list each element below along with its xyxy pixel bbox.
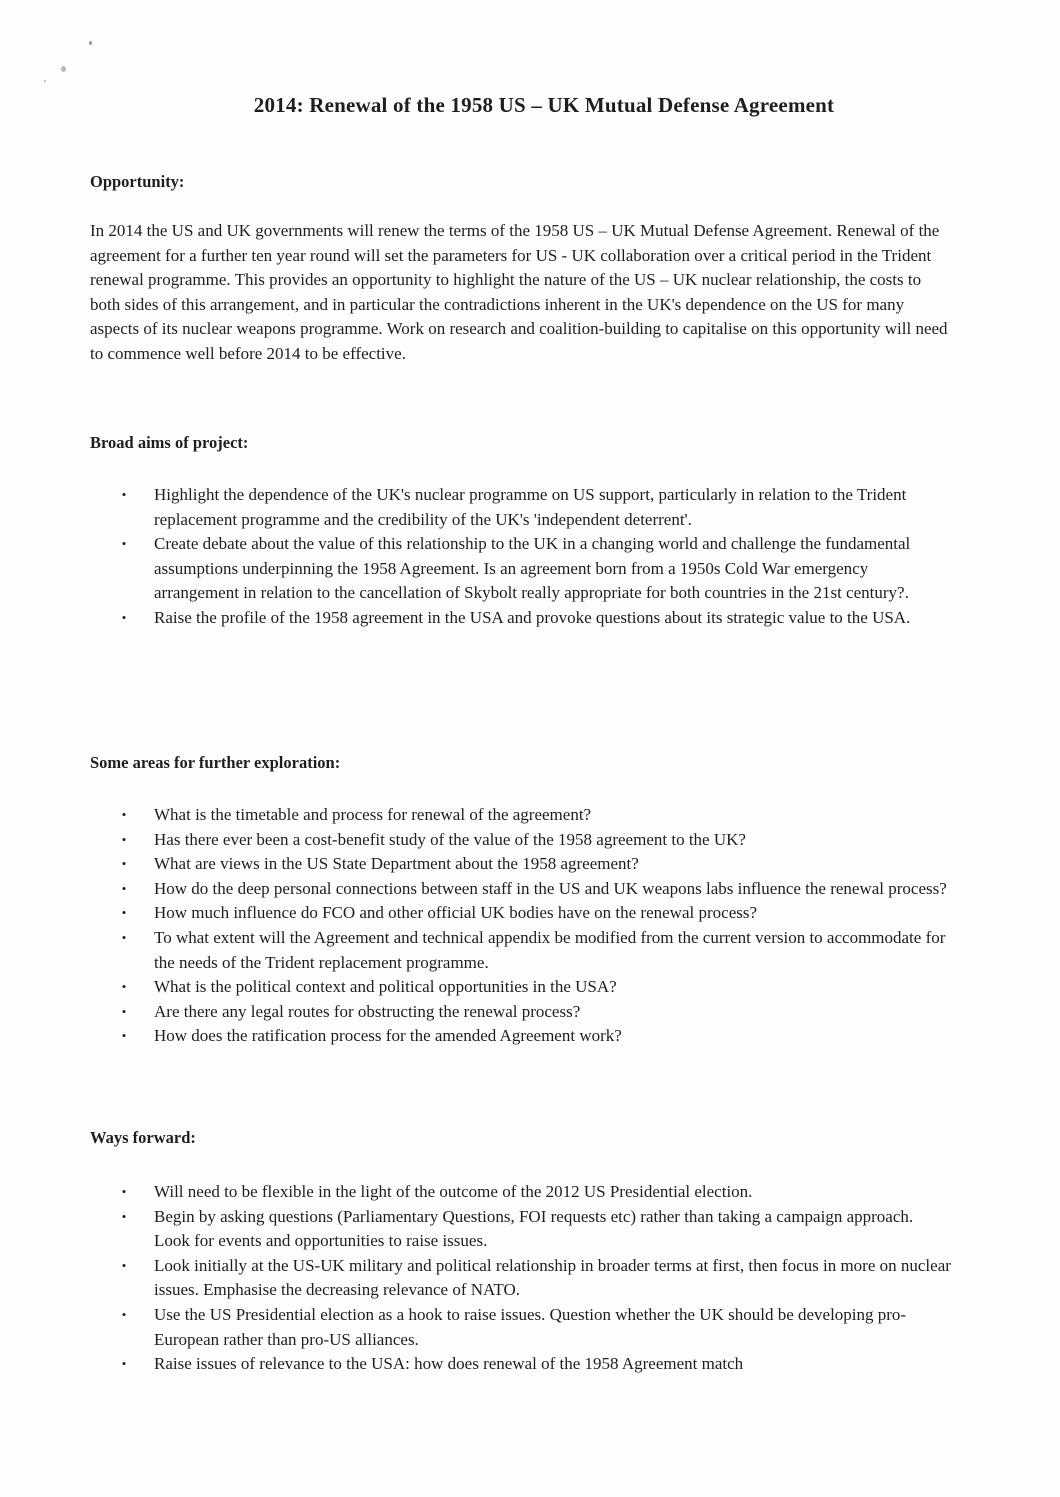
list-item xyxy=(117,828,952,853)
aims-list xyxy=(117,483,952,631)
aims-heading: Broad aims of project: xyxy=(90,433,249,452)
bullet-icon: • xyxy=(121,1306,127,1322)
list-item-text: What is the timetable and process for renewal of the agreement? xyxy=(154,805,592,824)
bullet-icon: • xyxy=(121,807,127,822)
list-item xyxy=(117,852,952,877)
bullet-icon: • xyxy=(121,1184,127,1199)
bullet-icon: • xyxy=(121,831,127,847)
bullet-icon: • xyxy=(121,1257,127,1273)
bullet-icon: • xyxy=(121,609,127,625)
list-item xyxy=(117,1254,952,1303)
list-item-text: Look initially at the US-UK military and political relationship in broader terms at first, then focus in more on nuclear issues. Emphasise the decreasing relevance of NATO. xyxy=(154,1255,951,1300)
list-item xyxy=(117,926,952,975)
scan-speck xyxy=(44,80,46,82)
list-item-text: What is the political context and political opportunities in the USA? xyxy=(154,977,617,997)
list-item xyxy=(117,532,952,606)
list-item xyxy=(117,483,952,532)
ways-forward-heading: Ways forward: xyxy=(90,1128,196,1147)
exploration-heading: Some areas for further exploration: xyxy=(90,753,341,772)
opportunity-paragraph: In 2014 the US and UK governments will renew the terms of the 1958 US – UK Mutual Defense Agreement. Renewal of the agreement for a further ten year round will set the parameters for US - UK collaboration over a critical period in the Trident renewal programme. This provides an opportunity to highlight the nature of the US – UK nuclear relationship, the costs to both sides of this arrangement, and in particular the contradictions inherent in the UK's dependence on the US for many aspects of its nuclear weapons programme. Work on research and coalition-building to capitalise on this opportunity will need to commence well before 2014 to be effective. xyxy=(90,221,948,363)
ways-forward-list xyxy=(117,1180,952,1377)
bullet-icon: • xyxy=(121,536,127,552)
list-item xyxy=(117,1024,952,1049)
list-item xyxy=(117,975,952,1000)
list-item-text: How do the deep personal connections between staff in the US and UK weapons labs influence the renewal process? xyxy=(154,878,947,898)
list-item-text: What are views in the US State Department about the 1958 agreement? xyxy=(154,854,639,874)
list-item-text: How does the ratification process for the amended Agreement work? xyxy=(154,1026,622,1046)
exploration-list xyxy=(117,803,952,1049)
document-title: 2014: Renewal of the 1958 US – UK Mutual Defense Agreement xyxy=(253,93,835,117)
bullet-icon: • xyxy=(121,905,127,921)
list-item-text: How much influence do FCO and other official UK bodies have on the renewal process? xyxy=(154,903,758,923)
list-item xyxy=(117,606,952,631)
list-item xyxy=(117,877,952,902)
bullet-icon: • xyxy=(121,1028,127,1044)
list-item xyxy=(117,1000,952,1025)
bullet-icon: • xyxy=(121,1208,127,1224)
list-item-text: Begin by asking questions (Parliamentary Questions, FOI requests etc) rather than taking a campaign approach. Look for events and opportunities to raise issues. xyxy=(154,1206,914,1251)
opportunity-heading: Opportunity: xyxy=(90,172,185,191)
bullet-icon: • xyxy=(121,1003,127,1019)
list-item-text: Create debate about the value of this relationship to the UK in a changing world and challenge the fundamental assumptions underpinning the 1958 Agreement. Is an agreement born from a 1950s Cold War emergency arrangement in relation to the cancellation of Skybolt really appropriate for both countries in the 21st century?. xyxy=(154,534,911,603)
list-item xyxy=(117,1303,952,1352)
list-item-text: Use the US Presidential election as a hook to raise issues. Question whether the UK should be developing pro-European rather than pro-US alliances. xyxy=(154,1304,907,1349)
bullet-icon: • xyxy=(121,880,127,896)
bullet-icon: • xyxy=(121,856,127,872)
list-item xyxy=(117,1205,952,1254)
list-item xyxy=(117,1352,952,1377)
bullet-icon: • xyxy=(121,1356,127,1372)
list-item-text: Will need to be flexible in the light of the outcome of the 2012 US Presidential election. xyxy=(154,1182,753,1201)
list-item-text: To what extent will the Agreement and technical appendix be modified from the current version to accommodate for the needs of the Trident replacement programme. xyxy=(154,927,946,972)
scan-speck xyxy=(89,41,92,45)
list-item-text: Has there ever been a cost-benefit study of the value of the 1958 agreement to the UK? xyxy=(154,829,746,849)
list-item xyxy=(117,1180,952,1205)
bullet-icon: • xyxy=(121,929,127,945)
bullet-icon: • xyxy=(121,487,127,502)
bullet-icon: • xyxy=(121,979,127,995)
list-item xyxy=(117,803,952,828)
list-item-text: Highlight the dependence of the UK's nuclear programme on US support, particularly in relation to the Trident replacement programme and the credibility of the UK's 'independent deterrent'. xyxy=(154,485,907,529)
list-item-text: Raise issues of relevance to the USA: how does renewal of the 1958 Agreement match xyxy=(154,1354,744,1374)
list-item-text: Are there any legal routes for obstructing the renewal process? xyxy=(154,1001,581,1021)
list-item-text: Raise the profile of the 1958 agreement in the USA and provoke questions about its strategic value to the USA. xyxy=(154,607,911,627)
list-item xyxy=(117,901,952,926)
scan-speck xyxy=(61,66,66,72)
